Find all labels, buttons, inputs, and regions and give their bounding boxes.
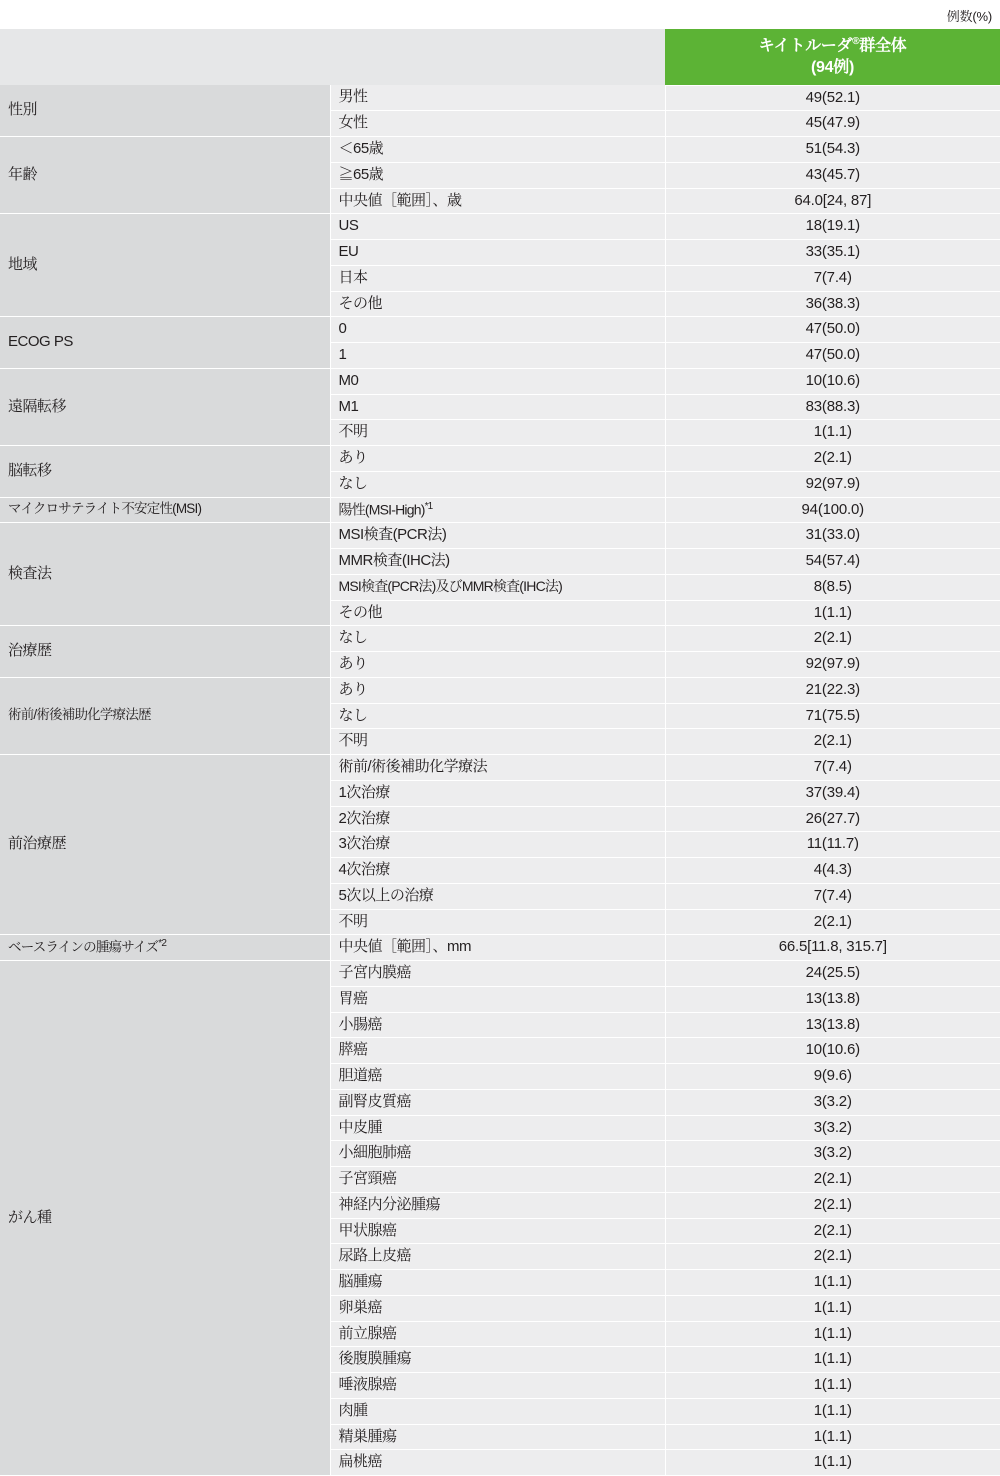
row-subcategory: EU — [330, 240, 665, 266]
row-value: 83(88.3) — [665, 394, 1000, 420]
table-row — [0, 626, 1000, 652]
row-subcategory: 扁桃癌 — [330, 1450, 665, 1476]
row-value: 3(3.2) — [665, 1115, 1000, 1141]
table-row — [0, 368, 1000, 394]
row-value: 7(7.4) — [665, 755, 1000, 781]
row-value: 92(97.9) — [665, 652, 1000, 678]
row-subcategory: 不明 — [330, 909, 665, 935]
row-subcategory: 小腸癌 — [330, 1012, 665, 1038]
row-subcategory: 子宮内膜癌 — [330, 961, 665, 987]
row-value: 3(3.2) — [665, 1089, 1000, 1115]
row-subcategory: M0 — [330, 368, 665, 394]
row-subcategory: なし — [330, 471, 665, 497]
header-group-suffix: 群全体 — [859, 37, 907, 55]
row-subcategory: 4次治療 — [330, 858, 665, 884]
row-value: 2(2.1) — [665, 1244, 1000, 1270]
row-subcategory: 精巣腫瘍 — [330, 1424, 665, 1450]
row-subcategory: 中央値［範囲］、mm — [330, 935, 665, 961]
row-subcategory: 不明 — [330, 420, 665, 446]
row-subcategory: MMR検査(IHC法) — [330, 549, 665, 575]
row-value: 2(2.1) — [665, 1167, 1000, 1193]
row-value: 1(1.1) — [665, 1424, 1000, 1450]
table-row — [0, 85, 1000, 111]
row-value: 51(54.3) — [665, 137, 1000, 163]
table-row — [0, 497, 1000, 523]
row-subcategory: ≧65歳 — [330, 162, 665, 188]
row-value: 47(50.0) — [665, 317, 1000, 343]
row-subcategory: 唾液腺癌 — [330, 1373, 665, 1399]
table-row — [0, 137, 1000, 163]
row-value: 94(100.0) — [665, 497, 1000, 523]
row-value: 64.0[24, 87] — [665, 188, 1000, 214]
row-value: 3(3.2) — [665, 1141, 1000, 1167]
row-value: 1(1.1) — [665, 1347, 1000, 1373]
row-subcategory: 男性 — [330, 85, 665, 111]
table-row — [0, 446, 1000, 472]
row-value: 47(50.0) — [665, 343, 1000, 369]
row-subcategory: 膵癌 — [330, 1038, 665, 1064]
patient-characteristics-table — [0, 29, 1000, 1476]
header-group-name: キイトルーダ — [758, 37, 853, 55]
row-subcategory: 術前/術後補助化学療法 — [330, 755, 665, 781]
row-value: 24(25.5) — [665, 961, 1000, 987]
row-value: 2(2.1) — [665, 626, 1000, 652]
row-subcategory: あり — [330, 652, 665, 678]
footnote-marker: *1 — [424, 500, 433, 512]
row-value: 54(57.4) — [665, 549, 1000, 575]
row-value: 1(1.1) — [665, 1373, 1000, 1399]
row-value: 1(1.1) — [665, 1450, 1000, 1476]
row-subcategory: 5次以上の治療 — [330, 883, 665, 909]
row-subcategory: 肉腫 — [330, 1398, 665, 1424]
table-header — [0, 29, 1000, 85]
row-value: 21(22.3) — [665, 677, 1000, 703]
row-category: 地域 — [0, 214, 330, 317]
row-subcategory: 2次治療 — [330, 806, 665, 832]
header-blank — [0, 29, 665, 85]
table-row — [0, 961, 1000, 987]
row-subcategory: 女性 — [330, 111, 665, 137]
row-category: 治療歴 — [0, 626, 330, 678]
row-value: 2(2.1) — [665, 446, 1000, 472]
row-value: 1(1.1) — [665, 600, 1000, 626]
row-subcategory: 後腹膜腫瘍 — [330, 1347, 665, 1373]
row-value: 2(2.1) — [665, 1218, 1000, 1244]
row-subcategory: 前立腺癌 — [330, 1321, 665, 1347]
row-category: 性別 — [0, 85, 330, 137]
row-value: 71(75.5) — [665, 703, 1000, 729]
row-subcategory: 中央値［範囲］、歳 — [330, 188, 665, 214]
row-category: マイクロサテライト不安定性(MSI) — [0, 497, 330, 523]
row-subcategory: ＜65歳 — [330, 137, 665, 163]
row-subcategory: その他 — [330, 291, 665, 317]
row-subcategory: 胆道癌 — [330, 1064, 665, 1090]
row-category: 遠隔転移 — [0, 368, 330, 445]
row-subcategory: 日本 — [330, 265, 665, 291]
row-value: 7(7.4) — [665, 883, 1000, 909]
header-treatment-group — [665, 29, 1000, 85]
footnote-marker: *2 — [158, 938, 167, 950]
unit-note: 例数(%) — [946, 9, 992, 24]
row-value: 13(13.8) — [665, 986, 1000, 1012]
header-group-count: (94例) — [811, 58, 854, 76]
table-row — [0, 317, 1000, 343]
table-row — [0, 935, 1000, 961]
row-value: 92(97.9) — [665, 471, 1000, 497]
row-value: 26(27.7) — [665, 806, 1000, 832]
row-subcategory: MSI検査(PCR法) — [330, 523, 665, 549]
row-subcategory: なし — [330, 703, 665, 729]
row-value: 9(9.6) — [665, 1064, 1000, 1090]
registered-mark: ® — [852, 36, 860, 47]
row-subcategory: M1 — [330, 394, 665, 420]
row-subcategory: 卵巣癌 — [330, 1295, 665, 1321]
row-value: 1(1.1) — [665, 1321, 1000, 1347]
row-subcategory: その他 — [330, 600, 665, 626]
row-value: 13(13.8) — [665, 1012, 1000, 1038]
row-value: 33(35.1) — [665, 240, 1000, 266]
row-category: 年齢 — [0, 137, 330, 214]
row-subcategory: あり — [330, 677, 665, 703]
row-category: 検査法 — [0, 523, 330, 626]
row-subcategory: 中皮腫 — [330, 1115, 665, 1141]
row-value: 4(4.3) — [665, 858, 1000, 884]
row-category: がん種 — [0, 961, 330, 1476]
row-subcategory: あり — [330, 446, 665, 472]
row-category: 術前/術後補助化学療法歴 — [0, 677, 330, 754]
row-subcategory: 副腎皮質癌 — [330, 1089, 665, 1115]
row-subcategory: US — [330, 214, 665, 240]
table-body — [0, 85, 1000, 1476]
row-value: 36(38.3) — [665, 291, 1000, 317]
row-subcategory: 3次治療 — [330, 832, 665, 858]
row-value: 1(1.1) — [665, 1398, 1000, 1424]
row-category: 脳転移 — [0, 446, 330, 498]
row-value: 66.5[11.8, 315.7] — [665, 935, 1000, 961]
row-subcategory: 子宮頸癌 — [330, 1167, 665, 1193]
row-subcategory: 小細胞肺癌 — [330, 1141, 665, 1167]
table-row — [0, 677, 1000, 703]
row-subcategory: 脳腫瘍 — [330, 1270, 665, 1296]
row-category: 前治療歴 — [0, 755, 330, 935]
row-category: ベースラインの腫瘍サイズ$^{*2}$ — [0, 935, 330, 961]
table-row — [0, 523, 1000, 549]
row-subcategory: なし — [330, 626, 665, 652]
row-subcategory: 1次治療 — [330, 780, 665, 806]
row-subcategory: 陽性(MSI-High)$^{*1}$ — [330, 497, 665, 523]
row-value: 1(1.1) — [665, 420, 1000, 446]
row-subcategory: 神経内分泌腫瘍 — [330, 1192, 665, 1218]
row-value: 7(7.4) — [665, 265, 1000, 291]
row-value: 8(8.5) — [665, 574, 1000, 600]
row-value: 10(10.6) — [665, 1038, 1000, 1064]
row-value: 37(39.4) — [665, 780, 1000, 806]
row-value: 1(1.1) — [665, 1270, 1000, 1296]
row-subcategory: 尿路上皮癌 — [330, 1244, 665, 1270]
row-value: 10(10.6) — [665, 368, 1000, 394]
row-subcategory: 不明 — [330, 729, 665, 755]
row-value: 43(45.7) — [665, 162, 1000, 188]
row-subcategory: 胃癌 — [330, 986, 665, 1012]
row-value: 31(33.0) — [665, 523, 1000, 549]
row-value: 2(2.1) — [665, 909, 1000, 935]
table-row — [0, 214, 1000, 240]
row-value: 45(47.9) — [665, 111, 1000, 137]
row-value: 49(52.1) — [665, 85, 1000, 111]
row-value: 2(2.1) — [665, 1192, 1000, 1218]
row-subcategory: 甲状腺癌 — [330, 1218, 665, 1244]
row-value: 2(2.1) — [665, 729, 1000, 755]
row-subcategory: MSI検査(PCR法)及びMMR検査(IHC法) — [330, 574, 665, 600]
row-subcategory: 0 — [330, 317, 665, 343]
table-row — [0, 755, 1000, 781]
row-value: 11(11.7) — [665, 832, 1000, 858]
row-category: ECOG PS — [0, 317, 330, 369]
row-value: 1(1.1) — [665, 1295, 1000, 1321]
row-value: 18(19.1) — [665, 214, 1000, 240]
row-subcategory: 1 — [330, 343, 665, 369]
